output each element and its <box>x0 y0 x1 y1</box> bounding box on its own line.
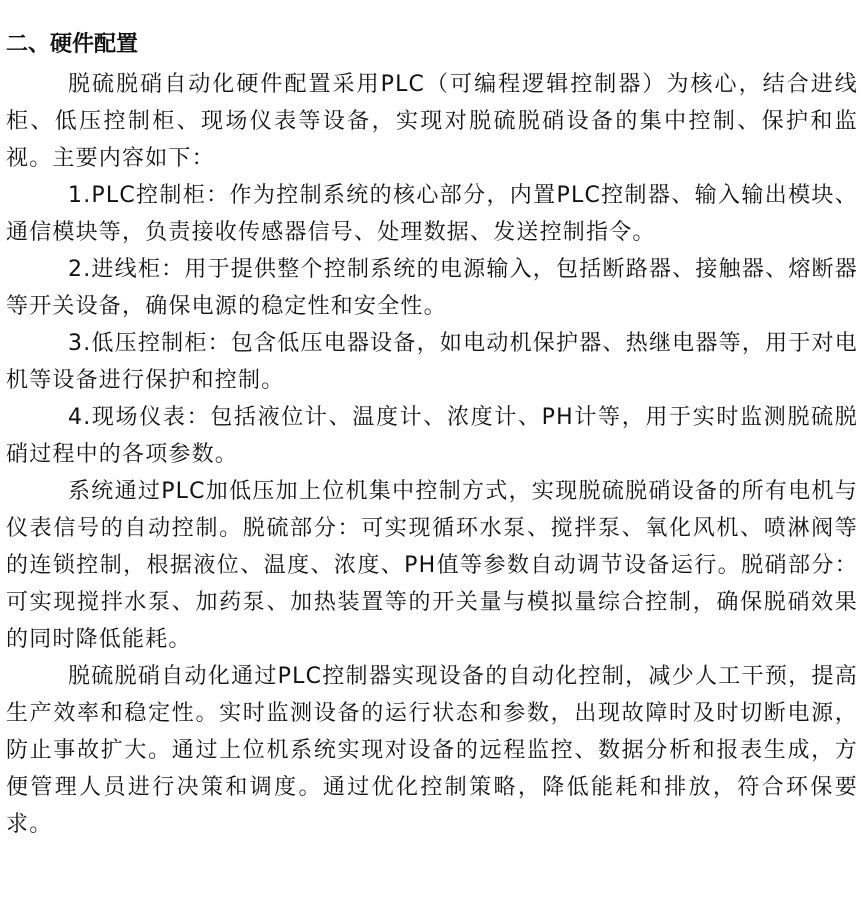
section-heading: 二、硬件配置 <box>6 31 139 57</box>
item-field-instruments: 4.现场仪表：包括液位计、温度计、浓度计、PH计等，用于实时监测脱硫脱硝过程中的各项参数。 <box>6 405 858 467</box>
system-control-paragraph: 系统通过PLC加低压加上位机集中控制方式，实现脱硫脱硝设备的所有电机与仪表信号的自动控制。脱硫部分：可实现循环水泵、搅拌泵、氧化风机、喷淋阀等的连锁控制，根据液位、温度、浓度、PH值等参数自动调节设备运行。脱硝部分：可实现搅拌水泵、加药泵、加热装置等的开关量与模拟量综合控制，确保脱硝效果的同时降低能耗。 <box>6 479 858 652</box>
item-low-voltage-cabinet: 3.低压控制柜：包含低压电器设备，如电动机保护器、热继电器等，用于对电机等设备进行保护和控制。 <box>6 331 858 393</box>
item-plc-cabinet: 1.PLC控制柜：作为控制系统的核心部分，内置PLC控制器、输入输出模块、通信模块等，负责接收传感器信号、处理数据、发送控制指令。 <box>6 183 858 245</box>
summary-paragraph: 脱硫脱硝自动化通过PLC控制器实现设备的自动化控制，减少人工干预，提高生产效率和稳定性。实时监测设备的运行状态和参数，出现故障时及时切断电源，防止事故扩大。通过上位机系统实现对设备的远程监控、数据分析和报表生成，方便管理人员进行决策和调度。通过优化控制策略，降低能耗和排放，符合环保要求。 <box>6 664 858 837</box>
document-body <box>6 26 858 843</box>
intro-paragraph: 脱硫脱硝自动化硬件配置采用PLC（可编程逻辑控制器）为核心，结合进线柜、低压控制柜、现场仪表等设备，实现对脱硫脱硝设备的集中控制、保护和监视。主要内容如下： <box>6 72 858 171</box>
item-incoming-cabinet: 2.进线柜：用于提供整个控制系统的电源输入，包括断路器、接触器、熔断器等开关设备，确保电源的稳定性和安全性。 <box>6 257 858 319</box>
